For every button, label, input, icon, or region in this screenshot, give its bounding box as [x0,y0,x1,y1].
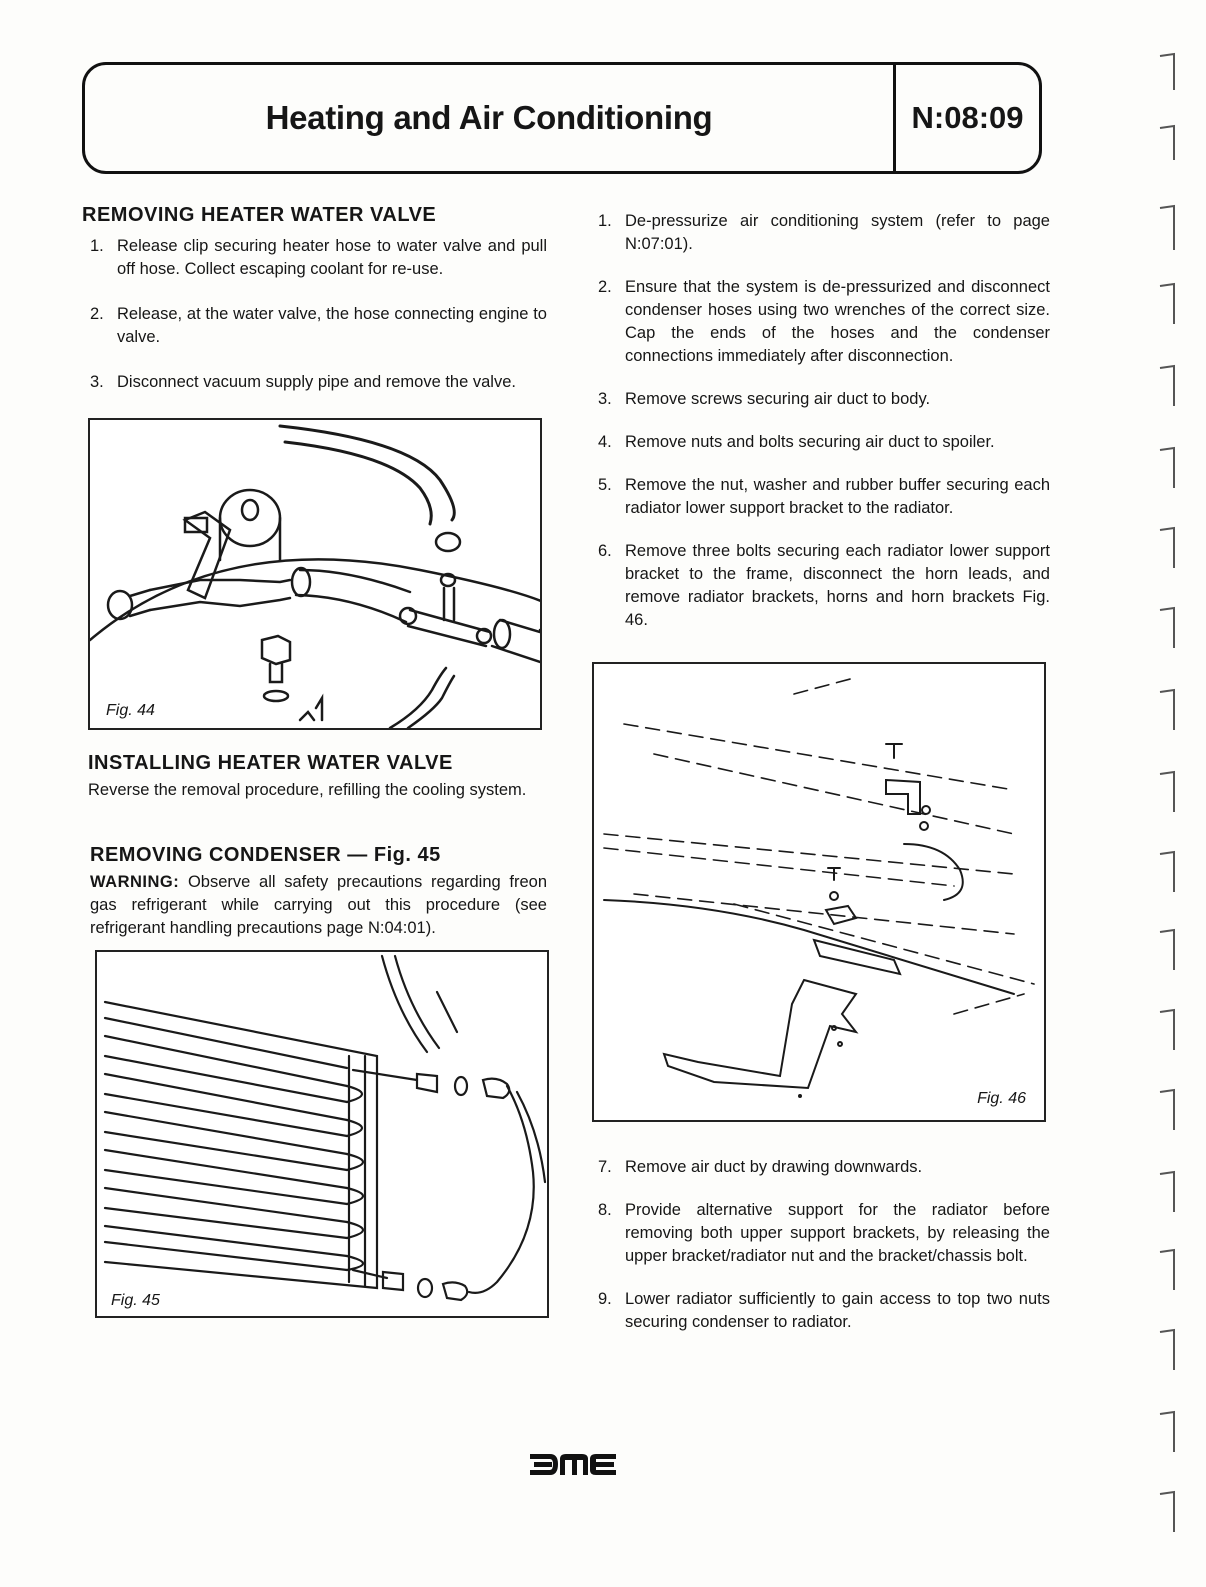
list-item [598,388,1050,411]
figure-45-caption: Fig. 45 [111,1292,160,1309]
list-item [598,1288,1050,1334]
figure-44 [88,418,542,730]
step-text: Remove the nut, washer and rubber buffer securing each radiator lower support bracket to the radiator. [625,476,1050,517]
list-item [598,1156,1050,1179]
step-number: 1. [598,212,612,230]
installing-valve-heading: INSTALLING HEATER WATER VALVE [88,752,453,774]
step-text: Remove three bolts securing each radiator lower support bracket to the frame, disconnect the horn leads, and remove radiator brackets, horns and horn brackets Fig. 46. [625,542,1050,629]
step-text: Provide alternative support for the radiator before removing both upper support brackets, by releasing the upper bracket/radiator nut and the bracket/chassis bolt. [625,1201,1050,1265]
right-column [598,210,1050,1334]
removing-valve-heading: REMOVING HEATER WATER VALVE [82,204,437,226]
figure-46 [592,662,1046,1122]
figure-46-caption: Fig. 46 [977,1090,1026,1107]
step-number: 1. [90,237,104,255]
step-number: 2. [90,305,104,323]
step-text: Remove screws securing air duct to body. [625,390,931,408]
step-text: Remove air duct by drawing downwards. [625,1158,923,1176]
list-item [90,235,547,281]
step-text: Lower radiator sufficiently to gain access to top two nuts securing condenser to radiator. [625,1290,1050,1331]
list-item [598,210,1050,256]
removing-condenser-steps-b [598,1156,1050,1334]
dmc-logo [530,1451,616,1477]
condenser-illustration [97,952,547,1316]
warning-label: WARNING: [90,873,180,891]
list-item [598,1199,1050,1268]
left-column [82,204,547,1318]
page-title: Heating and Air Conditioning [265,99,713,136]
step-number: 9. [598,1290,612,1308]
figure-45 [95,950,549,1318]
warning-paragraph [90,871,547,940]
list-item [598,276,1050,368]
step-text: De-pressurize air conditioning system (refer to page N:07:01). [625,212,1050,253]
list-item [598,431,1050,454]
step-number: 3. [90,373,104,391]
installing-valve-text: Reverse the removal procedure, refilling the cooling system. [88,781,527,799]
heater-valve-illustration [90,420,540,728]
list-item [90,303,547,349]
step-number: 5. [598,476,612,494]
page-code: N:08:09 [911,100,1024,135]
removing-condenser-heading: REMOVING CONDENSER — Fig. 45 [90,844,441,866]
radiator-bracket-illustration [594,664,1044,1120]
removing-valve-steps [90,235,547,394]
list-item [598,474,1050,520]
step-number: 2. [598,278,612,296]
list-item [598,540,1050,632]
warning-text: Observe all safety precautions regarding freon gas refrigerant while carrying out this procedure (see refrigerant handling precautions page N:04:01). [90,873,548,937]
step-number: 7. [598,1158,612,1176]
removing-condenser-steps-a [598,210,1050,632]
step-text: Release, at the water valve, the hose connecting engine to valve. [117,305,547,346]
step-text: Remove nuts and bolts securing air duct to spoiler. [625,433,995,451]
figure-44-caption: Fig. 44 [106,702,155,719]
step-number: 8. [598,1201,612,1219]
step-number: 4. [598,433,612,451]
step-text: Disconnect vacuum supply pipe and remove the valve. [117,373,516,391]
step-number: 6. [598,542,612,560]
step-number: 3. [598,390,612,408]
binder-tab-marks [1150,40,1190,1560]
list-item [90,371,547,394]
step-text: Ensure that the system is de-pressurized and disconnect condenser hoses using two wrenches of the correct size. Cap the ends of the hoses and the condenser connections immediately after disconnection. [625,278,1050,365]
page-header [82,62,1042,174]
step-text: Release clip securing heater hose to water valve and pull off hose. Collect escaping coolant for re-use. [117,237,547,278]
